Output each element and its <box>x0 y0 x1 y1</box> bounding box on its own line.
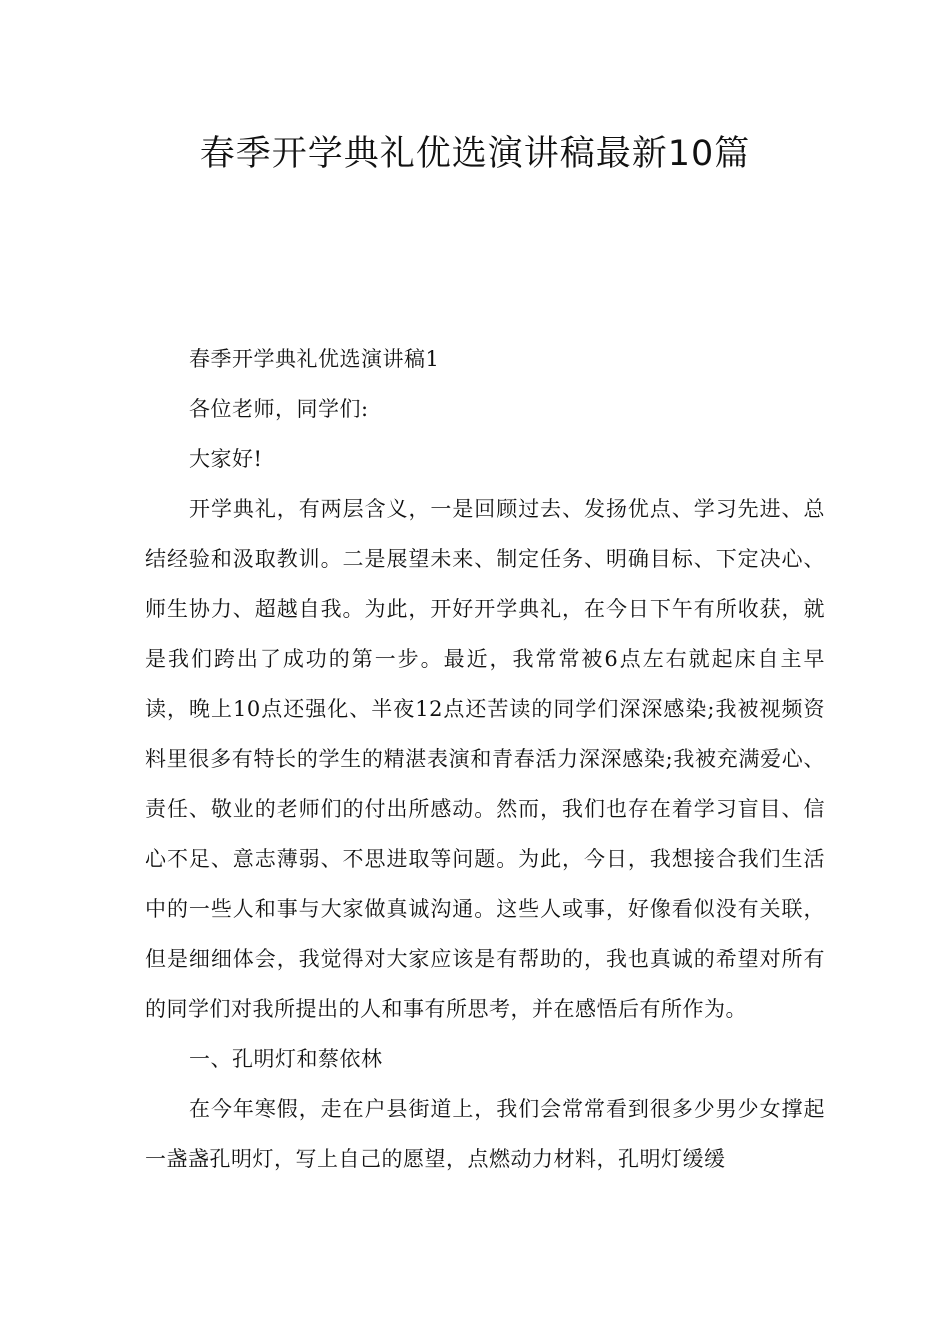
document-title: 春季开学典礼优选演讲稿最新10篇 <box>199 134 751 174</box>
body-paragraph: 开学典礼，有两层含义，一是回顾过去、发扬优点、学习先进、总结经验和汲取教训。二是展望未来、制定任务、明确目标、下定决心、师生协力、超越自我。为此，开好开学典礼，在今日下午有所收获，就是我们跨出了成功的第一步。最近，我常常被6点左右就起床自主早读，晚上10点还强化、半夜12点还苦读的同学们深深感染;我被视频资料里很多有特长的学生的精湛表演和青春活力深深感染;我被充满爱心、责任、敬业的老师们的付出所感动。然而，我们也存在着学习盲目、信心不足、意志薄弱、不思进取等问题。为此，今日，我想接合我们生活中的一些人和事与大家做真诚沟通。这些人或事，好像看似没有关联，但是细细体会，我觉得对大家应该是有帮助的，我也真诚的希望对所有的同学们对我所提出的人和事有所思考，并在感悟后有所作为。 <box>145 497 825 1021</box>
section-heading-kongming-lantern: 一、孔明灯和蔡依林 <box>189 1047 383 1071</box>
greeting: 大家好! <box>189 447 263 471</box>
salutation: 各位老师，同学们: <box>189 397 369 421</box>
document-body <box>145 334 825 1184</box>
body-paragraph: 在今年寒假，走在户县街道上，我们会常常看到很多少男少女撑起一盏盏孔明灯，写上自己的愿望，点燃动力材料，孔明灯缓缓 <box>145 1097 825 1171</box>
section-heading-speech-1: 春季开学典礼优选演讲稿1 <box>189 347 440 371</box>
